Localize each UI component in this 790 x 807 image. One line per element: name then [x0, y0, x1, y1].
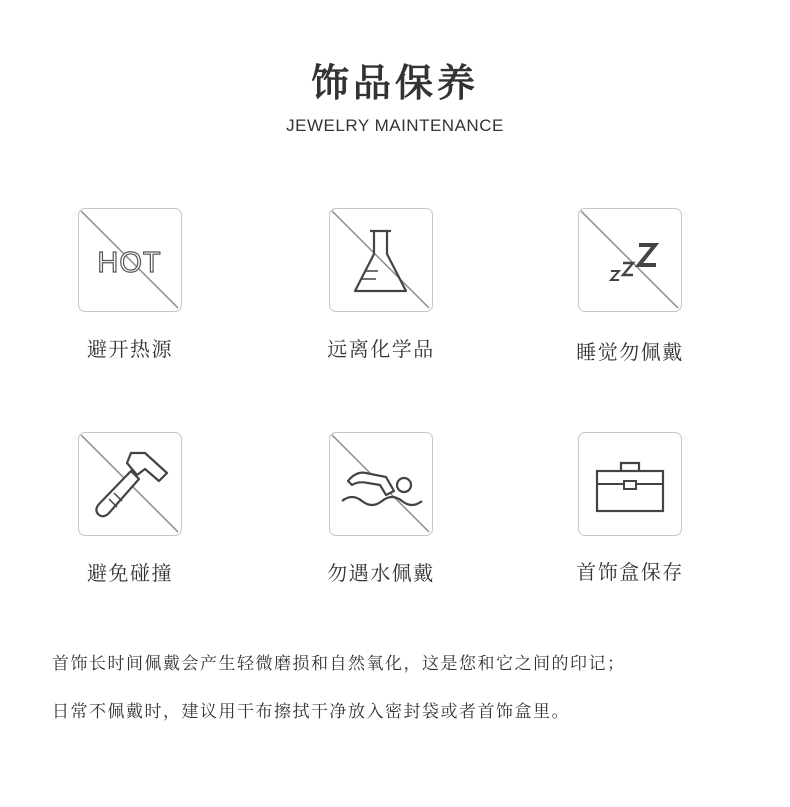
hot-icon-text: HOT: [97, 247, 162, 279]
label-no-sleep-wear: 睡觉勿佩戴: [576, 340, 684, 364]
page-subtitle: JEWELRY MAINTENANCE: [286, 116, 504, 135]
flask-icon: [330, 209, 431, 310]
card-avoid-impact: [78, 432, 182, 536]
card-jewelry-box-storage: [578, 432, 682, 536]
card-avoid-heat: [78, 208, 182, 312]
label-no-water-wear: 勿遇水佩戴: [327, 561, 435, 585]
label-avoid-impact: 避免碰撞: [87, 561, 173, 585]
label-avoid-chemicals: 远离化学品: [327, 337, 435, 361]
label-jewelry-box-storage: 首饰盒保存: [576, 560, 684, 584]
label-avoid-heat: 避开热源: [87, 337, 173, 361]
sleep-zzz-icon: [579, 209, 680, 310]
swimming-icon: [330, 433, 431, 534]
hot-icon: [79, 209, 180, 310]
care-description-line-2: 日常不佩戴时，建议用干布擦拭干净放入密封袋或者首饰盒里。: [52, 702, 570, 722]
care-description-line-1: 首饰长时间佩戴会产生轻微磨损和自然氧化，这是您和它之间的印记；: [52, 654, 626, 674]
hammer-icon: [79, 433, 180, 534]
card-no-sleep-wear: [578, 208, 682, 312]
card-no-water-wear: [329, 432, 433, 536]
card-avoid-chemicals: [329, 208, 433, 312]
page-title: 饰品保养: [310, 61, 479, 105]
jewelry-box-icon: [579, 433, 680, 534]
